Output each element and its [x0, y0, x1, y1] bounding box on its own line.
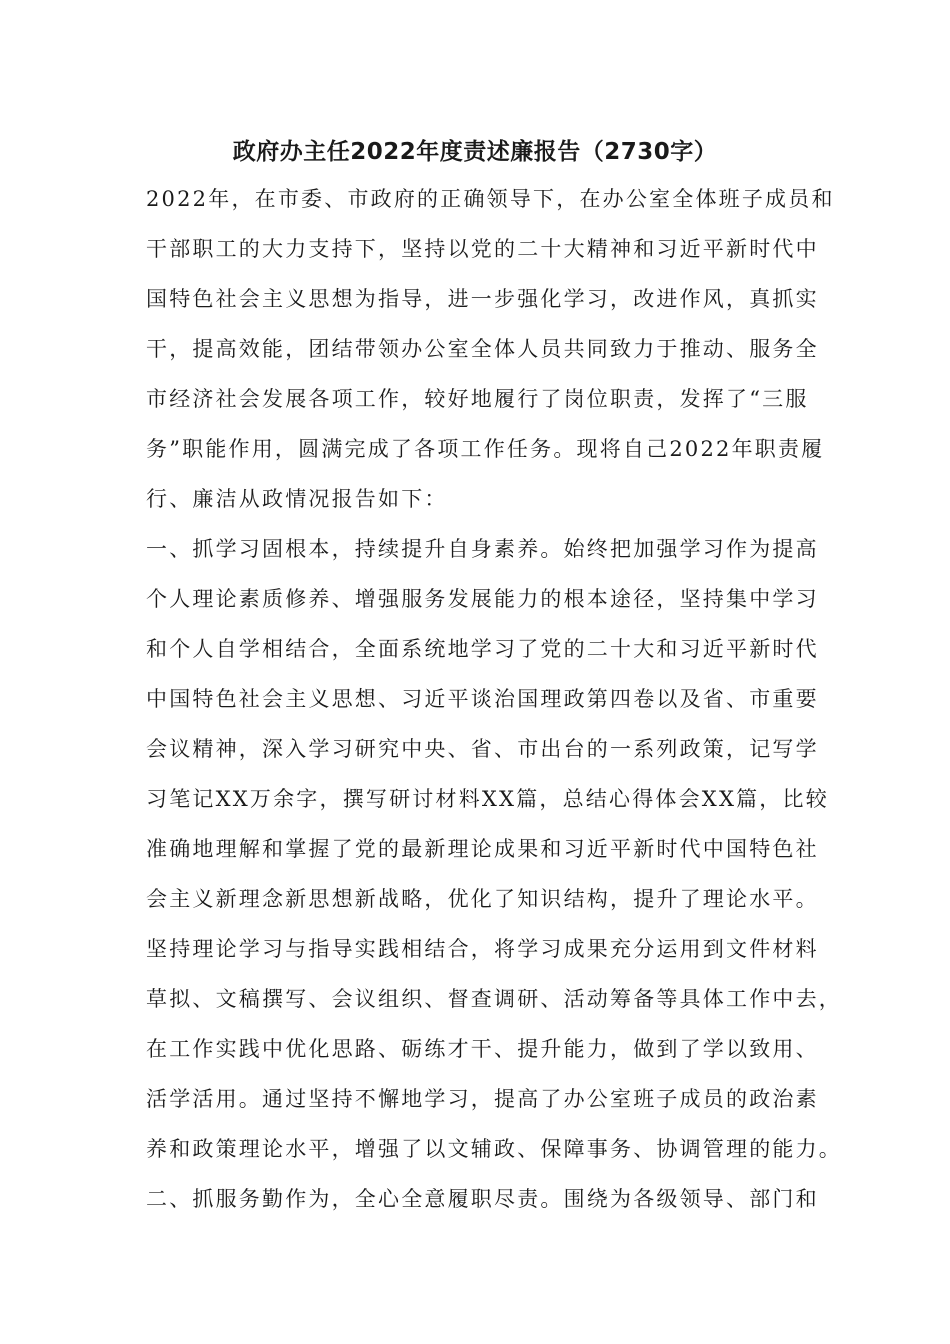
body-line: 在工作实践中优化思路、砺练才干、提升能力，做到了学以致用、	[146, 1037, 819, 1061]
body-line: 国特色社会主义思想为指导，进一步强化学习，改进作风，真抓实	[146, 287, 819, 311]
body-line: 2022年，在市委、市政府的正确领导下，在办公室全体班子成员和	[146, 187, 835, 211]
body-line: 活学活用。通过坚持不懈地学习，提高了办公室班子成员的政治素	[146, 1087, 819, 1111]
body-line: 坚持理论学习与指导实践相结合，将学习成果充分运用到文件材料	[146, 937, 819, 961]
body-line: 准确地理解和掌握了党的最新理论成果和习近平新时代中国特色社	[146, 837, 819, 861]
body-line: 二、抓服务勤作为，全心全意履职尽责。围绕为各级领导、部门和	[146, 1187, 819, 1211]
body-line: 干，提高效能，团结带领办公室全体人员共同致力于推动、服务全	[146, 337, 819, 361]
document-body	[146, 179, 842, 1229]
body-line: 和个人自学相结合，全面系统地学习了党的二十大和习近平新时代	[146, 637, 819, 661]
body-line: 务”职能作用，圆满完成了各项工作任务。现将自己2022年职责履	[146, 437, 825, 461]
body-line: 中国特色社会主义思想、习近平谈治国理政第四卷以及省、市重要	[146, 687, 819, 711]
body-line: 市经济社会发展各项工作，较好地履行了岗位职责，发挥了“三服	[146, 387, 809, 411]
body-line: 养和政策理论水平，增强了以文辅政、保障事务、协调管理的能力。	[146, 1137, 842, 1161]
body-line: 个人理论素质修养、增强服务发展能力的根本途径，坚持集中学习	[146, 587, 819, 611]
body-line: 会主义新理念新思想新战略，优化了知识结构，提升了理论水平。	[146, 887, 819, 911]
body-line: 草拟、文稿撰写、会议组织、督查调研、活动筹备等具体工作中去，	[146, 987, 842, 1011]
body-line: 会议精神，深入学习研究中央、省、市出台的一系列政策，记写学	[146, 737, 819, 761]
body-line: 行、廉洁从政情况报告如下：	[146, 487, 448, 511]
body-line: 干部职工的大力支持下，坚持以党的二十大精神和习近平新时代中	[146, 237, 819, 261]
body-line: 习笔记XX万余字，撰写研讨材料XX篇，总结心得体会XX篇，比较	[146, 787, 829, 811]
document-title: 政府办主任2022年度责述廉报告（2730字）	[232, 139, 718, 165]
body-line: 一、抓学习固根本，持续提升自身素养。始终把加强学习作为提高	[146, 537, 819, 561]
